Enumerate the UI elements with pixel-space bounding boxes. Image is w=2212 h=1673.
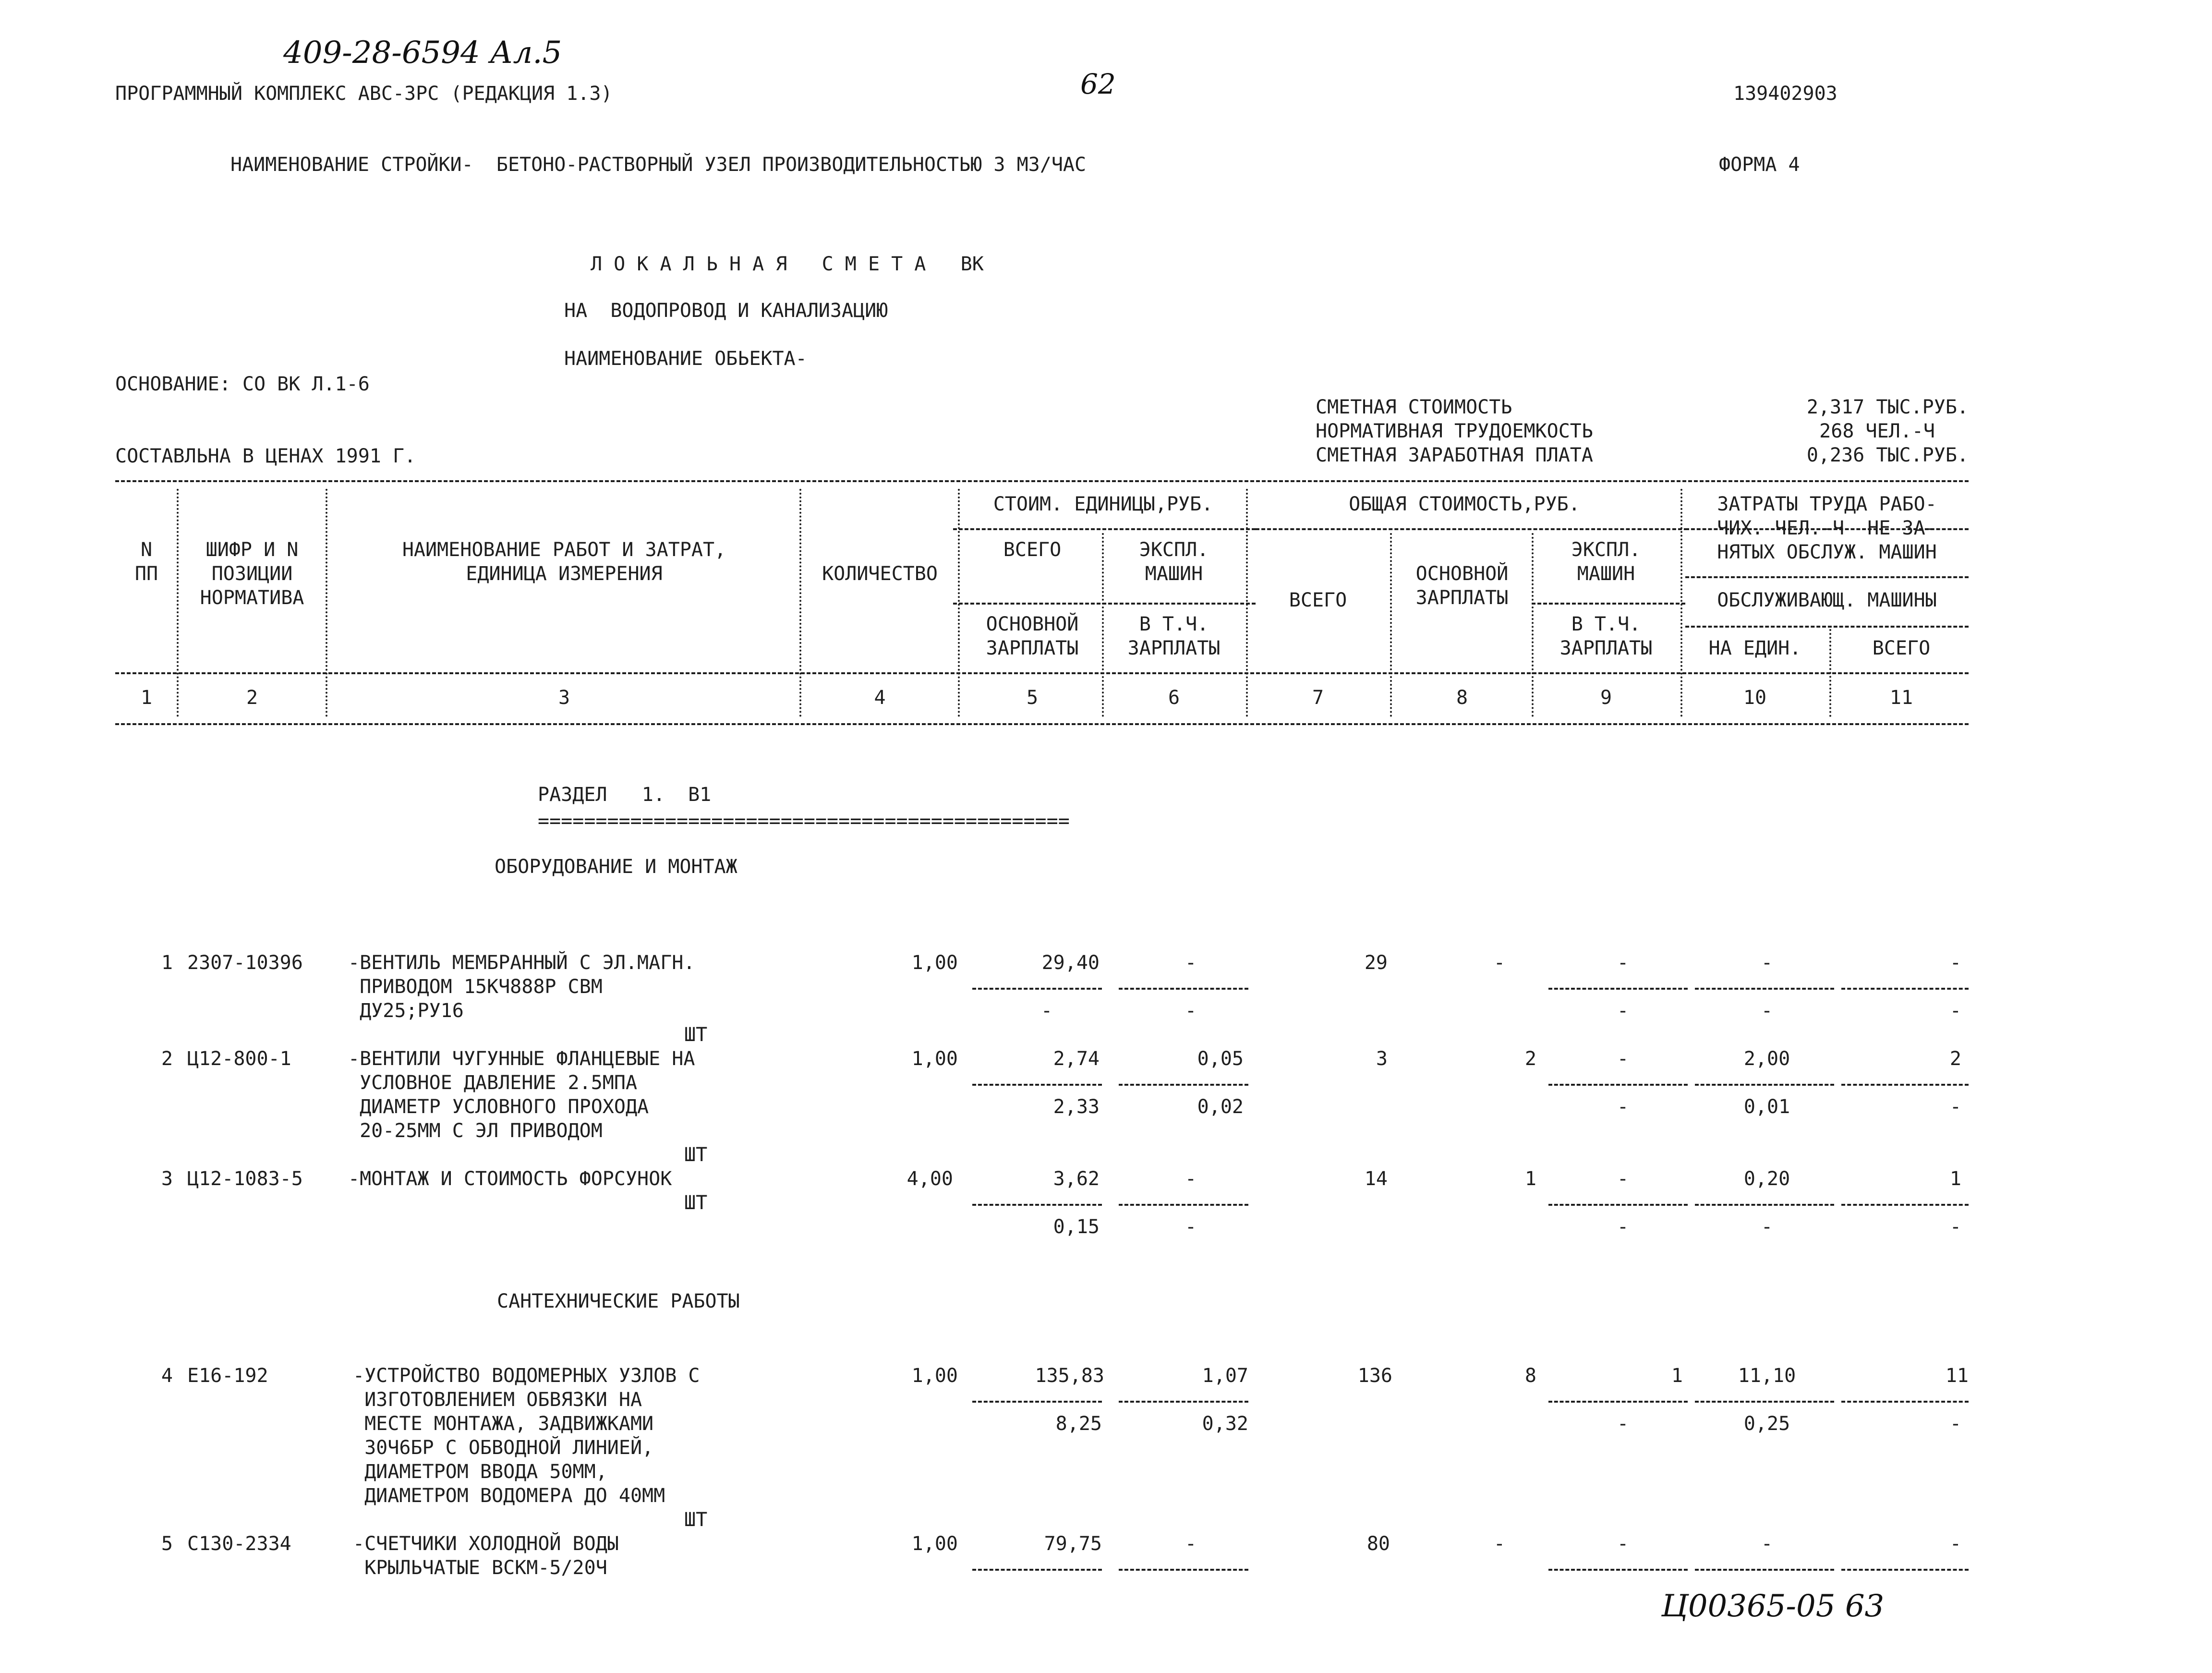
- row-name: -СЧЕТЧИКИ ХОЛОДНОЙ ВОДЫ КРЫЛЬЧАТЫЕ ВСКМ-5/20Ч: [353, 1533, 619, 1579]
- th-unit-total: ВСЕГО: [1003, 539, 1062, 561]
- col-sep: [1680, 489, 1682, 717]
- row-serv-unit: 0,01: [1743, 1096, 1790, 1118]
- row-unit-wage: 2,33: [1053, 1096, 1100, 1118]
- row-unit-total: 29,40: [1041, 952, 1100, 974]
- summary-label-wage: СМЕТНАЯ ЗАРАБОТНАЯ ПЛАТА: [1316, 444, 1593, 466]
- row-unit-wage: -: [1040, 1000, 1053, 1022]
- row-unit-mach: -: [1185, 1168, 1197, 1190]
- section-underline: ==============================================: [538, 810, 1070, 832]
- th-quantity: КОЛИЧЕСТВО: [822, 563, 938, 585]
- col-sep: [1390, 533, 1392, 717]
- th-tc-wage: ОСНОВНОЙ ЗАРПЛАТЫ: [1415, 563, 1509, 609]
- col-sep: [799, 489, 801, 717]
- row-code: С130-2334: [187, 1533, 291, 1555]
- table-numbers-rule: [115, 723, 1969, 725]
- th-unit-mwage: В Т.Ч. ЗАРПЛАТЫ: [1127, 613, 1221, 659]
- row-total-mwage: -: [1617, 1000, 1629, 1022]
- row-total: 80: [1366, 1533, 1390, 1555]
- summary-label-labor: НОРМАТИВНАЯ ТРУДОЕМКОСТЬ: [1316, 420, 1593, 442]
- unit-cost-subrule-2: [953, 603, 1256, 605]
- col-sep: [326, 489, 327, 717]
- th-tc-mwage: В Т.Ч. ЗАРПЛАТЫ: [1559, 613, 1653, 659]
- row-number: 4: [161, 1365, 173, 1387]
- form-label: ФОРМА 4: [1719, 154, 1800, 176]
- th-labor-unit: НА ЕДИН.: [1708, 637, 1801, 659]
- col-number: 7: [1312, 687, 1324, 709]
- row-number: 3: [161, 1168, 173, 1190]
- row-qty: 1,00: [911, 1533, 958, 1555]
- row-serv-total: -: [1949, 1000, 1961, 1022]
- row-serv-unit: -: [1761, 1000, 1773, 1022]
- row-code: Ц12-1083-5: [187, 1168, 303, 1190]
- total-cost-subrule-2: [1532, 603, 1685, 605]
- labor-subrule-2: [1685, 576, 1969, 578]
- row-total: 29: [1364, 952, 1388, 974]
- row-unit-total: 79,75: [1044, 1533, 1102, 1555]
- basis-label: ОСНОВАНИЕ: СО ВК Л.1-6: [115, 373, 370, 395]
- row-unit-mach: -: [1185, 952, 1197, 974]
- th-name: НАИМЕНОВАНИЕ РАБОТ И ЗАТРАТ, ЕДИНИЦА ИЗМЕРЕНИЯ: [402, 539, 726, 585]
- row-unit-wage: 0,15: [1053, 1216, 1100, 1238]
- row-qty: 1,00: [911, 1048, 958, 1070]
- row-qty: 4,00: [907, 1168, 953, 1190]
- row-total-wage: -: [1493, 952, 1505, 974]
- row-total-mach: -: [1617, 1533, 1629, 1555]
- row-labor-total: 2: [1949, 1048, 1961, 1070]
- row-unit-mach: -: [1185, 1533, 1197, 1555]
- col-number: 6: [1168, 687, 1180, 709]
- handwritten-bottom-code: Ц00365-05 63: [1661, 1588, 1885, 1624]
- row-unit-mwage: -: [1185, 1000, 1197, 1022]
- col-number: 11: [1889, 687, 1913, 709]
- table-header-rule: [115, 672, 1969, 674]
- th-tc-total: ВСЕГО: [1289, 589, 1347, 611]
- page-title: Л О К А Л Ь Н А Я С М Е Т А ВК: [591, 253, 984, 275]
- prices-label: СОСТАВЛЬНА В ЦЕНАХ 1991 Г.: [115, 445, 416, 467]
- th-labor: ЗАТРАТЫ ТРУДА РАБО- ЧИХ. ЧЕЛ.-Ч НЕ ЗА- НЯТЫХ ОБСЛУЖ. МАШИН: [1717, 493, 1937, 563]
- col-number: 3: [558, 687, 570, 709]
- document-id: 139402903: [1733, 83, 1837, 105]
- col-number: 5: [1026, 687, 1039, 709]
- row-total: 14: [1364, 1168, 1388, 1190]
- col-sep: [958, 489, 960, 717]
- row-unit: ШТ: [684, 1144, 708, 1166]
- row-total-wage: 2: [1524, 1048, 1536, 1070]
- row-name: -ВЕНТИЛЬ МЕМБРАННЫЙ С ЭЛ.МАГН. ПРИВОДОМ 15КЧ888Р СВМ ДУ25;РУ16: [348, 952, 695, 1022]
- col-sep: [1532, 533, 1534, 717]
- row-total: 136: [1357, 1365, 1392, 1387]
- row-labor-unit: 11,10: [1738, 1365, 1796, 1387]
- row-serv-unit: -: [1761, 1216, 1773, 1238]
- row-labor-unit: -: [1761, 952, 1773, 974]
- th-tc-mach: ЭКСПЛ. МАШИН: [1571, 539, 1641, 585]
- row-unit-wage: 8,25: [1055, 1413, 1102, 1435]
- row-unit-total: 3,62: [1053, 1168, 1100, 1190]
- row-qty: 1,00: [911, 1365, 958, 1387]
- row-total-mach: -: [1617, 1048, 1629, 1070]
- row-total-mach: -: [1617, 1168, 1629, 1190]
- row-labor-unit: 0,20: [1743, 1168, 1790, 1190]
- row-number: 1: [161, 952, 173, 974]
- subsection-equipment: ОБОРУДОВАНИЕ И МОНТАЖ: [495, 856, 737, 878]
- col-number: 9: [1600, 687, 1612, 709]
- row-unit-mach: 0,05: [1197, 1048, 1244, 1070]
- row-total: 3: [1376, 1048, 1388, 1070]
- row-serv-total: -: [1949, 1413, 1961, 1435]
- row-total-mach: -: [1617, 952, 1629, 974]
- section-title: РАЗДЕЛ 1. В1: [538, 784, 712, 806]
- summary-value-cost: 2,317 ТЫС.РУБ.: [1806, 396, 1969, 418]
- row-labor-unit: -: [1761, 1533, 1773, 1555]
- row-number: 2: [161, 1048, 173, 1070]
- row-total-mwage: -: [1617, 1096, 1629, 1118]
- site-name: НАИМЕНОВАНИЕ СТРОЙКИ- БЕТОНО-РАСТВОРНЫЙ УЗЕЛ ПРОИЗВОДИТЕЛЬНОСТЬЮ 3 М3/ЧАС: [230, 154, 1087, 176]
- summary-value-wage: 0,236 ТЫС.РУБ.: [1806, 444, 1969, 466]
- row-unit: ШТ: [684, 1509, 708, 1531]
- subsection-plumbing: САНТЕХНИЧЕСКИЕ РАБОТЫ: [497, 1290, 740, 1312]
- row-total-wage: 1: [1524, 1168, 1536, 1190]
- row-total-mach: 1: [1671, 1365, 1683, 1387]
- row-name: -УСТРОЙСТВО ВОДОМЕРНЫХ УЗЛОВ С ИЗГОТОВЛЕНИЕМ ОБВЯЗКИ НА МЕСТЕ МОНТАЖА, ЗАДВИЖКАМИ 30Ч6БР С ОБВОДНОЙ ЛИНИЕЙ, ДИАМЕТРОМ ВВОДА 50ММ, ДИАМЕТРОМ ВОДОМЕРА ДО 40ММ: [353, 1365, 700, 1507]
- row-unit-mwage: 0,02: [1197, 1096, 1244, 1118]
- col-number: 2: [246, 687, 258, 709]
- page-subtitle: НА ВОДОПРОВОД И КАНАЛИЗАЦИЮ: [564, 300, 888, 322]
- row-labor-unit: 2,00: [1743, 1048, 1790, 1070]
- row-serv-unit: 0,25: [1743, 1413, 1790, 1435]
- row-labor-total: 1: [1949, 1168, 1961, 1190]
- row-unit: ШТ: [684, 1024, 708, 1046]
- row-unit-mwage: 0,32: [1202, 1413, 1248, 1435]
- col-sep: [1829, 629, 1831, 717]
- row-name: -МОНТАЖ И СТОИМОСТЬ ФОРСУНОК: [348, 1168, 672, 1190]
- th-labor-service: ОБСЛУЖИВАЮЩ. МАШИНЫ: [1717, 589, 1937, 611]
- row-unit-mach: 1,07: [1202, 1365, 1248, 1387]
- row-code: Е16-192: [187, 1365, 268, 1387]
- handwritten-top-code: 409-28-6594 Ал.5: [283, 35, 562, 71]
- row-total-wage: 8: [1524, 1365, 1536, 1387]
- th-number: N ПП: [134, 539, 158, 585]
- col-number: 10: [1743, 687, 1767, 709]
- table-top-rule: [115, 480, 1969, 482]
- row-unit-mwage: -: [1185, 1216, 1197, 1238]
- row-code: Ц12-800-1: [187, 1048, 291, 1070]
- col-number: 8: [1456, 687, 1468, 709]
- row-labor-total: -: [1949, 952, 1961, 974]
- th-total-cost: ОБЩАЯ СТОИМОСТЬ,РУБ.: [1349, 493, 1580, 515]
- row-code: 2307-10396: [187, 952, 303, 974]
- th-labor-total: ВСЕГО: [1872, 637, 1931, 659]
- row-labor-total: -: [1949, 1533, 1961, 1555]
- handwritten-page-number: 62: [1080, 68, 1116, 100]
- th-unit-wage: ОСНОВНОЙ ЗАРПЛАТЫ: [986, 613, 1079, 659]
- object-name: НАИМЕНОВАНИЕ ОБЬЕКТА-: [564, 348, 807, 370]
- unit-cost-subrule-1: [953, 528, 1256, 530]
- row-serv-total: -: [1949, 1096, 1961, 1118]
- col-number: 1: [140, 687, 153, 709]
- col-sep: [1102, 533, 1104, 717]
- row-total-mwage: -: [1617, 1216, 1629, 1238]
- th-code: ШИФР И N ПОЗИЦИИ НОРМАТИВА: [200, 539, 304, 609]
- labor-subrule-3: [1685, 626, 1969, 628]
- row-labor-total: 11: [1945, 1365, 1969, 1387]
- program-name: ПРОГРАММНЫЙ КОМПЛЕКС АВС-3РС (РЕДАКЦИЯ 1.3): [115, 83, 613, 105]
- col-number: 4: [874, 687, 886, 709]
- row-total-wage: -: [1493, 1533, 1505, 1555]
- summary-label-cost: СМЕТНАЯ СТОИМОСТЬ: [1316, 396, 1512, 418]
- col-sep: [1246, 489, 1248, 717]
- summary-value-labor: 268 ЧЕЛ.-Ч: [1819, 420, 1935, 442]
- row-number: 5: [161, 1533, 173, 1555]
- th-unit-cost: СТОИМ. ЕДИНИЦЫ,РУБ.: [993, 493, 1213, 515]
- total-cost-subrule-1: [1256, 528, 1688, 530]
- th-unit-mach: ЭКСПЛ. МАШИН: [1139, 539, 1209, 585]
- row-unit: ШТ: [684, 1192, 708, 1214]
- row-serv-total: -: [1949, 1216, 1961, 1238]
- row-unit-total: 135,83: [1035, 1365, 1104, 1387]
- row-unit-total: 2,74: [1053, 1048, 1100, 1070]
- row-name: -ВЕНТИЛИ ЧУГУННЫЕ ФЛАНЦЕВЫЕ НА УСЛОВНОЕ ДАВЛЕНИЕ 2.5МПА ДИАМЕТР УСЛОВНОГО ПРОХОДА 20-25ММ С ЭЛ ПРИВОДОМ: [348, 1048, 695, 1142]
- row-qty: 1,00: [911, 952, 958, 974]
- col-sep: [177, 489, 179, 717]
- row-total-mwage: -: [1617, 1413, 1629, 1435]
